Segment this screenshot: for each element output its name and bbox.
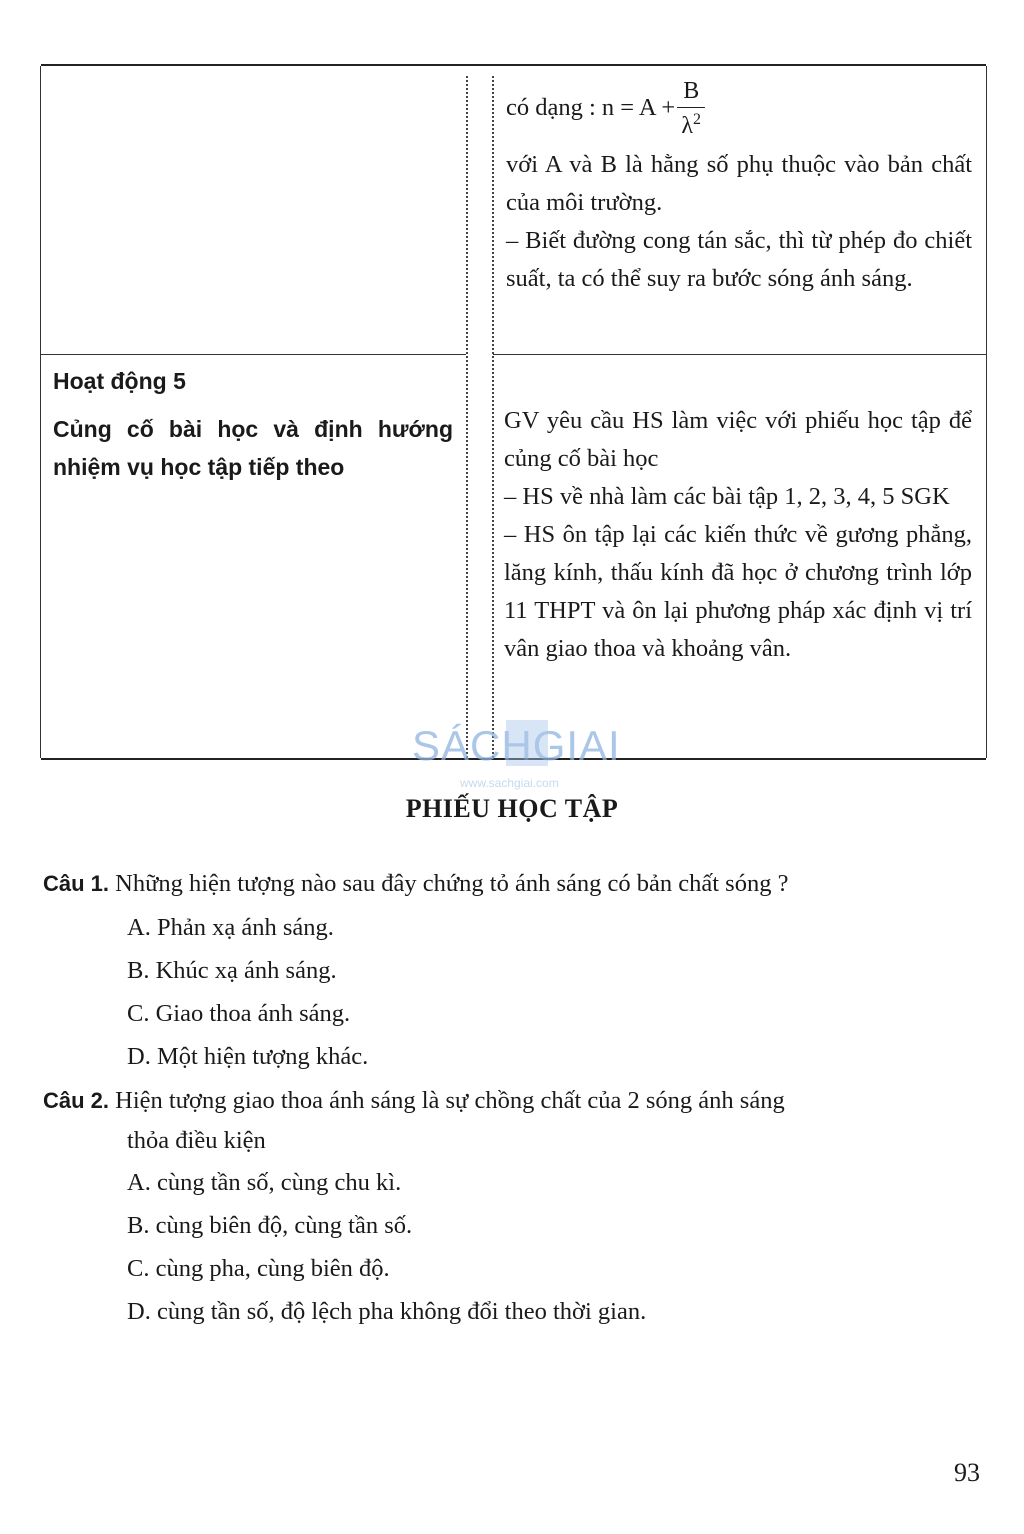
formula-fraction — [677, 79, 705, 138]
formula-denominator — [681, 108, 701, 138]
question-2-option-c: C. cùng pha, cùng biên độ. — [127, 1255, 390, 1282]
activity-title: Hoạt động 5 — [53, 368, 186, 394]
row-divider-left — [41, 354, 466, 355]
question-text: Những hiện tượng nào sau đây chứng tỏ ánh sáng có bản chất sóng ? — [115, 870, 789, 897]
question-text-continued: thỏa điều kiện — [127, 1127, 266, 1154]
teacher-instruction: GV yêu cầu HS làm việc với phiếu học tập để củng cố bài học — [504, 407, 972, 472]
question-2 — [43, 1081, 983, 1161]
table-right-border — [986, 66, 987, 758]
column-divider-2 — [492, 76, 494, 758]
dispersion-curve-note: – Biết đường cong tán sắc, thì từ phép đo chiết suất, ta có thể suy ra bước sóng ánh sáng. — [506, 227, 972, 292]
watermark-url: www.sachgiai.com — [460, 776, 559, 790]
homework-note: – HS về nhà làm các bài tập 1, 2, 3, 4, 5 SGK — [504, 483, 950, 510]
question-1 — [43, 864, 983, 904]
formula-numerator: B — [677, 79, 705, 108]
question-2-option-b: B. cùng biên độ, cùng tần số. — [127, 1212, 413, 1239]
formula-exponent: 2 — [693, 110, 702, 128]
table-left-border — [40, 66, 41, 758]
review-note: – HS ôn tập lại các kiến thức về gương phẳng, lăng kính, thấu kính đã học ở chương trình lớp 11 THPT và ôn lại phương pháp xác định vị trí vân giao thoa và khoảng vân. — [504, 521, 972, 662]
watermark-text: SÁCHGIAI — [412, 722, 621, 769]
lesson-table — [41, 64, 986, 760]
question-2-option-d: D. cùng tần số, độ lệch pha không đổi theo thời gian. — [127, 1298, 647, 1325]
watermark-logo — [410, 718, 620, 788]
worksheet-title: PHIẾU HỌC TẬP — [405, 794, 619, 823]
row2-left-cell — [53, 366, 453, 486]
question-2-option-a: A. cùng tần số, cùng chu kì. — [127, 1169, 402, 1196]
formula-lambda: λ — [681, 112, 694, 139]
page-number: 93 — [954, 1458, 980, 1487]
question-text: Hiện tượng giao thoa ánh sáng là sự chồng chất của 2 sóng ánh sáng — [115, 1087, 785, 1114]
question-label: Câu 1. — [43, 871, 110, 896]
row-divider-right — [493, 354, 986, 355]
dispersion-formula — [506, 70, 972, 146]
question-1-option-b: B. Khúc xạ ánh sáng. — [127, 957, 337, 984]
activity-subtitle: Củng cố bài học và định hướng nhiệm vụ học tập tiếp theo — [53, 416, 453, 480]
row2-right-cell — [504, 402, 972, 668]
formula-prefix: có dạng : n = A + — [506, 94, 676, 121]
column-divider-1 — [466, 76, 468, 758]
question-1-option-c: C. Giao thoa ánh sáng. — [127, 1000, 351, 1027]
question-label: Câu 2. — [43, 1088, 110, 1113]
constants-explanation: với A và B là hằng số phụ thuộc vào bản chất của môi trường. — [506, 151, 972, 216]
question-1-option-a: A. Phản xạ ánh sáng. — [127, 914, 334, 941]
row1-right-cell — [506, 70, 972, 298]
question-1-option-d: D. Một hiện tượng khác. — [127, 1043, 369, 1070]
